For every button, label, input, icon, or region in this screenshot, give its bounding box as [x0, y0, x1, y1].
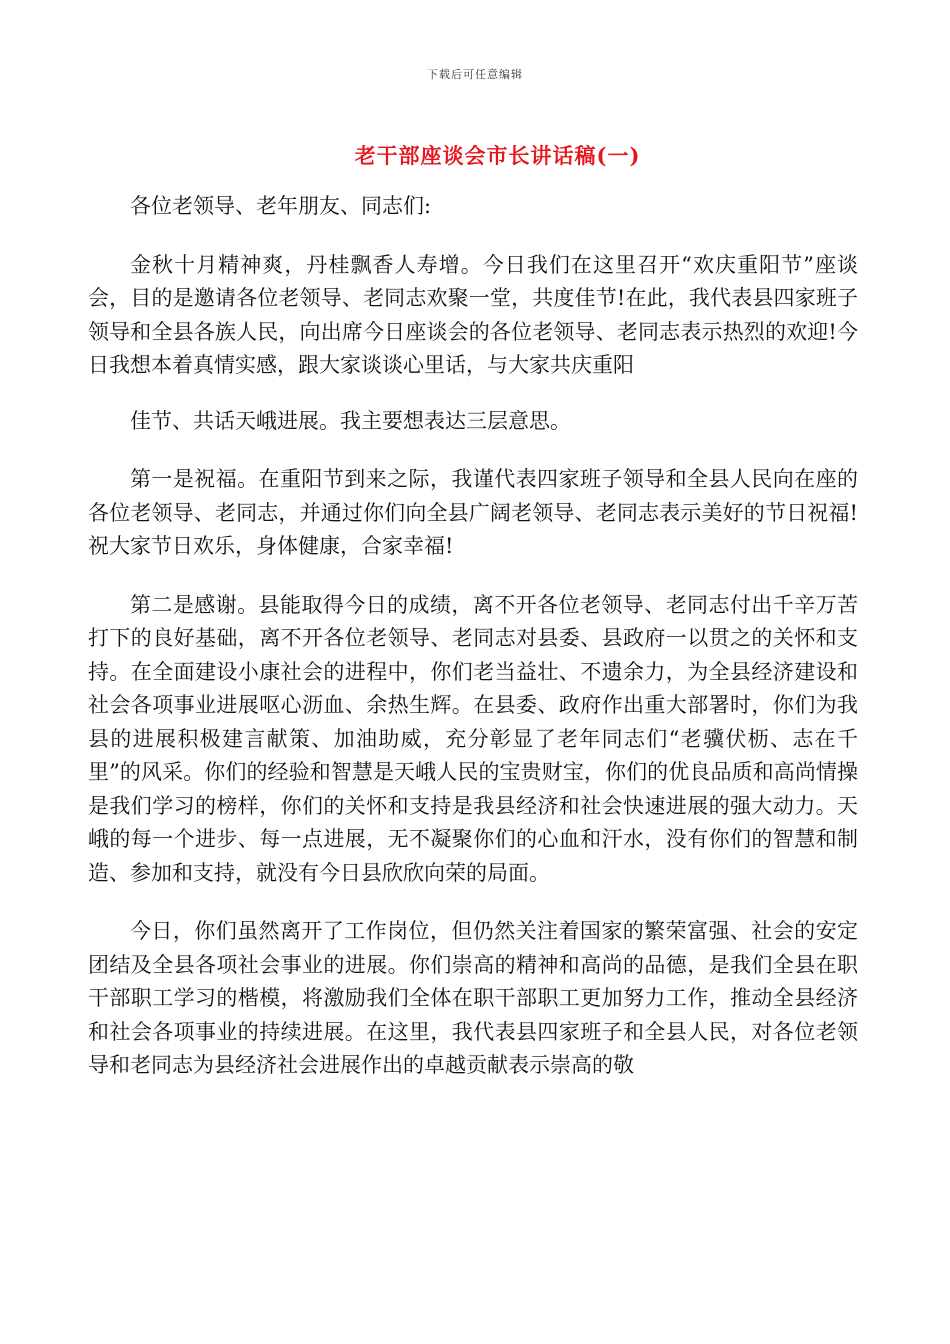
- body-paragraph: 第二是感谢。县能取得今日的成绩，离不开各位老领导、老同志付出千辛万苦打下的良好基础，离不开各位老领导、老同志对县委、县政府一以贯之的关怀和支持。在全面建设小康社会的进程中，你们老当益壮、不遗余力，为全县经济建设和社会各项事业进展呕心沥血、余热生辉。在县委、政府作出重大部署时，你们为我县的进展积极建言献策、加油助威，充分彰显了老年同志们“老骥伏枥、志在千里”的风采。你们的经验和智慧是天峨人民的宝贵财宝，你们的优良品质和高尚情操是我们学习的榜样，你们的关怀和支持是我县经济和社会快速进展的强大动力。天峨的每一个进步、每一点进展，无不凝聚你们的心血和汗水，没有你们的智慧和制造、参加和支持，就没有今日县欣欣向荣的局面。: [88, 592, 858, 885]
- body-paragraph: 佳节、共话天峨进展。我主要想表达三层意思。: [130, 408, 571, 433]
- header-note: 下载后可任意编辑: [427, 68, 523, 81]
- body-paragraph: 金秋十月精神爽，丹桂飘香人寿增。今日我们在这里召开“欢庆重阳节”座谈会，目的是邀请各位老领导、老同志欢聚一堂，共度佳节!在此，我代表县四家班子领导和全县各族人民，向出席今日座谈会的各位老领导、老同志表示热烈的欢迎!今日我想本着真情实感，跟大家谈谈心里话，与大家共庆重阳: [88, 252, 858, 377]
- body-paragraph: 今日，你们虽然离开了工作岗位，但仍然关注着国家的繁荣富强、社会的安定团结及全县各项社会事业的进展。你们崇高的精神和高尚的品德，是我们全县在职干部职工学习的楷模，将激励我们全体在职干部职工更加努力工作，推动全县经济和社会各项事业的持续进展。在这里，我代表县四家班子和全县人民，对各位老领导和老同志为县经济社会进展作出的卓越贡献表示崇高的敬: [88, 919, 858, 1077]
- document-title: 老干部座谈会市长讲话稿(一): [354, 143, 641, 168]
- body-paragraph: 第一是祝福。在重阳节到来之际，我谨代表四家班子领导和全县人民向在座的各位老领导、老同志，并通过你们向全县广阔老领导、老同志表示美好的节日祝福!祝大家节日欢乐，身体健康，合家幸福!: [88, 467, 858, 558]
- document-body: [88, 190, 858, 1108]
- salutation-paragraph: 各位老领导、老年朋友、同志们:: [130, 194, 432, 218]
